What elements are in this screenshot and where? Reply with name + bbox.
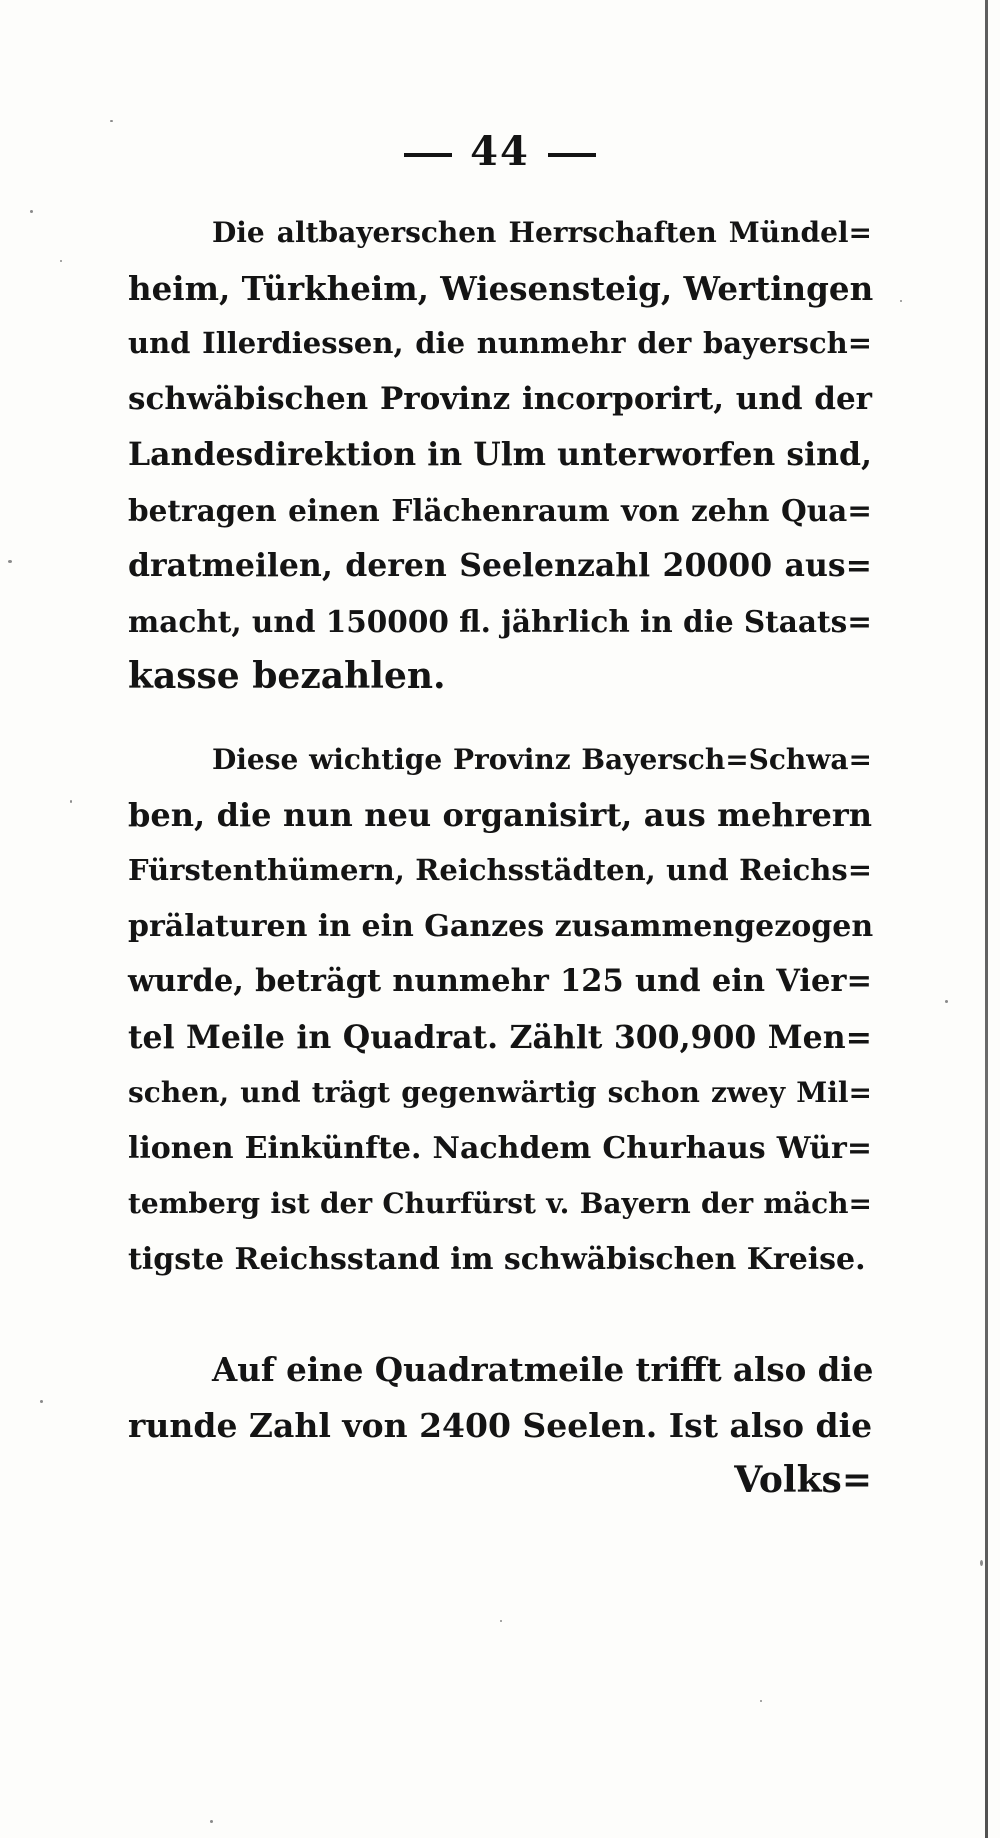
scan-speck: [70, 800, 72, 803]
text-line: tel Meile in Quadrat. Zählt 300,900 Men=: [128, 1018, 872, 1056]
scan-speck: [945, 1000, 948, 1003]
scan-speck: [40, 1400, 43, 1403]
text-line: Auf eine Quadratmeile trifft also die: [212, 1350, 874, 1389]
text-line: wurde, beträgt nunmehr 125 und ein Vier=: [128, 963, 872, 999]
scan-speck: [8, 560, 12, 563]
scan-speck: [500, 1620, 502, 1622]
text-line: und Illerdiessen, die nunmehr der bayersch=: [128, 326, 872, 360]
paragraph-1: [128, 205, 872, 705]
scan-speck: [110, 120, 113, 122]
page-number: 44: [470, 128, 530, 175]
text-line: temberg ist der Churfürst v. Bayern der mäch=: [128, 1187, 872, 1220]
page-header: [0, 128, 1000, 175]
text-line: runde Zahl von 2400 Seelen. Ist also die: [128, 1405, 873, 1445]
text-line: Die altbayerschen Herrschaften Mündel=: [212, 216, 872, 249]
text-line: schwäbischen Provinz incorporirt, und der: [128, 380, 872, 417]
text-line: betragen einen Flächenraum von zehn Qua=: [128, 492, 872, 528]
text-line: Fürstenthümern, Reichsstädten, und Reichs=: [128, 853, 872, 887]
text-line: macht, und 150000 fl. jährlich in die Staats=: [128, 603, 872, 639]
text-line: lionen Einkünfte. Nachdem Churhaus Wür=: [128, 1130, 872, 1166]
text-line: tigste Reichsstand im schwäbischen Kreise.: [128, 1241, 866, 1277]
text-line: Landesdirektion in Ulm unterworfen sind,: [128, 436, 872, 473]
scan-speck: [980, 1560, 983, 1566]
text-line: kasse bezahlen.: [128, 655, 446, 697]
catchword: Volks=: [734, 1459, 872, 1501]
page-edge-shadow: [985, 0, 988, 1838]
scan-speck: [210, 1820, 213, 1823]
paragraph-3: [128, 1342, 872, 1509]
scan-speck: [60, 260, 62, 262]
paragraph-2: [128, 732, 872, 1287]
scan-speck: [900, 300, 902, 302]
header-dash-left: [404, 153, 452, 157]
scan-speck: [30, 210, 33, 213]
text-line: ben, die nun neu organisirt, aus mehrern: [128, 795, 872, 834]
text-line: dratmeilen, deren Seelenzahl 20000 aus=: [128, 547, 872, 584]
scan-speck: [760, 1700, 762, 1702]
header-dash-right: [548, 153, 596, 157]
text-line: prälaturen in ein Ganzes zusammengezogen: [128, 908, 874, 944]
text-line: schen, und trägt gegenwärtig schon zwey Mil=: [128, 1076, 872, 1109]
text-line: Diese wichtige Provinz Bayersch=Schwa=: [212, 743, 872, 776]
text-line: heim, Türkheim, Wiesensteig, Wertingen: [128, 268, 874, 308]
